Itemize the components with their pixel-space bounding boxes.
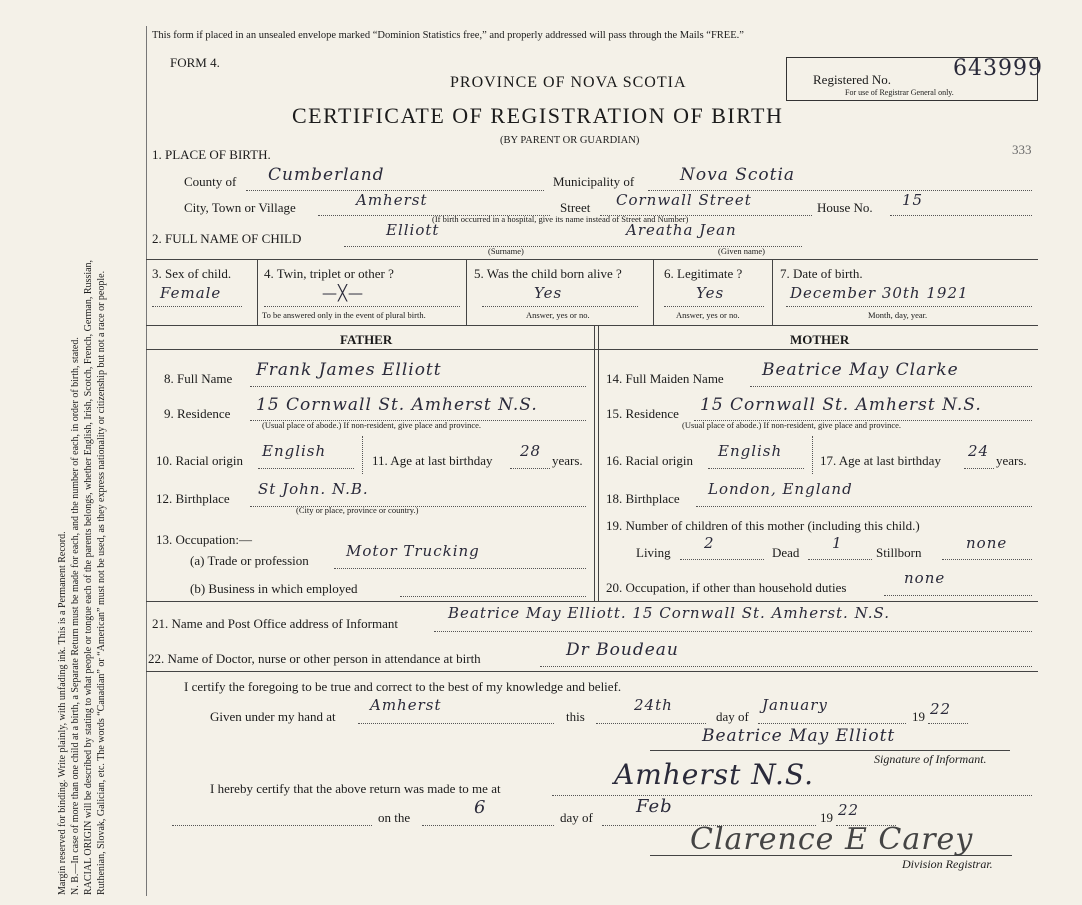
mother-heading: MOTHER [790, 332, 850, 347]
side-note-4: Ruthenian, Slovak, Galician, etc. The words “Canadian” or “American” must not be used, as they express nationality or citizenship but not a race or people. [96, 270, 107, 895]
city-value: Amherst [356, 191, 428, 209]
street-value: Cornwall Street [616, 191, 752, 209]
registrar-place: Amherst N.S. [614, 758, 814, 791]
registered-number-box [786, 56, 1043, 101]
registrar-use-note: For use of Registrar General only. [845, 88, 954, 97]
father-racial-value: English [262, 442, 327, 460]
stillborn-label: Stillborn [876, 545, 922, 560]
mother-racial-value: English [718, 442, 783, 460]
alive-label: 5. Was the child born alive ? [474, 266, 622, 281]
registrar-statement: I hereby certify that the above return was made to me at [210, 781, 501, 796]
alive-note: Answer, yes or no. [526, 310, 590, 320]
given-year-prefix: 19 [912, 709, 925, 724]
mother-residence-value: 15 Cornwall St. Amherst N.S. [700, 395, 982, 415]
informant-signature: Beatrice May Elliott [702, 726, 896, 746]
father-age-value: 28 [520, 442, 542, 460]
mother-occupation-label: 20. Occupation, if other than household duties [606, 580, 847, 595]
given-name-note: (Given name) [718, 246, 765, 256]
side-note-1: Margin reserved for binding. Write plainly, with unfading ink. This is a Permanent Record. [57, 531, 68, 895]
dead-value: 1 [832, 534, 843, 552]
doctor-value: Dr Boudeau [566, 640, 679, 660]
registered-number: 643999 [953, 56, 1043, 81]
municipality-label: Municipality of [553, 174, 635, 189]
mother-occupation-value: none [904, 569, 946, 587]
father-heading: FATHER [340, 332, 393, 347]
father-occupation-label: 13. Occupation:— [156, 532, 253, 547]
county-label: County of [184, 174, 237, 189]
mother-residence-note: (Usual place of abode.) If non-resident, give place and province. [682, 420, 902, 430]
street-label: Street [560, 200, 591, 215]
trade-value: Motor Trucking [346, 542, 480, 560]
living-value: 2 [704, 534, 715, 552]
registration-month: Feb [636, 796, 673, 817]
father-birthplace-value: St John. N.B. [258, 480, 369, 498]
informant-value: Beatrice May Elliott. 15 Cornwall St. Amherst. N.S. [448, 604, 891, 622]
twin-label: 4. Twin, triplet or other ? [264, 266, 394, 281]
stillborn-value: none [966, 534, 1008, 552]
side-note-3: RACIAL ORIGIN will be described by stating to what people or tongue each of the parents belongs, whether English, Irish, Scotch, French, German, Russian, [83, 259, 94, 895]
mother-name-label: 14. Full Maiden Name [606, 371, 724, 386]
city-label: City, Town or Village [184, 200, 296, 215]
county-value: Cumberland [268, 165, 385, 185]
given-year: 22 [930, 700, 952, 718]
children-count-label: 19. Number of children of this mother (including this child.) [606, 518, 920, 533]
doctor-label: 22. Name of Doctor, nurse or other person in attendance at birth [148, 651, 481, 666]
mail-note: This form if placed in an unsealed envelope marked “Dominion Statistics free,” and properly addressed will pass through the Mails “FREE.” [152, 30, 744, 41]
registration-day: 6 [474, 797, 487, 818]
birth-date-label: 7. Date of birth. [780, 266, 863, 281]
living-label: Living [636, 545, 671, 560]
house-label: House No. [817, 200, 873, 215]
father-birthplace-note: (City or place, province or country.) [296, 505, 419, 515]
twin-note: To be answered only in the event of plural birth. [262, 310, 426, 320]
business-label: (b) Business in which employed [190, 581, 358, 596]
trade-label: (a) Trade or profession [190, 553, 309, 568]
sex-value: Female [160, 284, 222, 302]
binding-margin-line [146, 26, 147, 896]
child-surname: Elliott [386, 221, 440, 239]
side-note-2: N. B.—In case of more than one child at a birth, a Separate Return must be made for each, and the number of each, in order of birth, stated. [70, 337, 81, 895]
given-dayof-label: day of [716, 709, 749, 724]
mother-age-years: years. [996, 453, 1027, 468]
certify-statement: I certify the foregoing to be true and correct to the best of my knowledge and belief. [184, 679, 622, 694]
mother-name-value: Beatrice May Clarke [762, 360, 959, 380]
mother-age-value: 24 [968, 442, 990, 460]
child-name-label: 2. FULL NAME OF CHILD [152, 231, 302, 246]
twin-value: —╳— [322, 284, 365, 302]
given-day: 24th [634, 696, 673, 714]
registrar-signature: Clarence E Carey [690, 822, 974, 857]
form-number: FORM 4. [170, 55, 220, 70]
given-at-place: Amherst [370, 696, 442, 714]
mother-birthplace-value: London, England [708, 480, 853, 498]
province-heading: PROVINCE OF NOVA SCOTIA [450, 74, 687, 91]
registration-year-prefix: 19 [820, 810, 833, 825]
certificate-subtitle: (BY PARENT OR GUARDIAN) [500, 135, 640, 146]
registration-dayof-label: day of [560, 810, 593, 825]
registration-year: 22 [838, 801, 860, 819]
alive-value: Yes [534, 284, 563, 302]
mother-birthplace-label: 18. Birthplace [606, 491, 680, 506]
house-value: 15 [902, 191, 924, 209]
this-label: this [566, 709, 585, 724]
father-birthplace-label: 12. Birthplace [156, 491, 230, 506]
side-margin-notes [56, 260, 108, 895]
informant-label: 21. Name and Post Office address of Informant [152, 616, 398, 631]
father-age-label: 11. Age at last birthday [372, 453, 493, 468]
mother-residence-label: 15. Residence [606, 406, 679, 421]
legitimate-note: Answer, yes or no. [676, 310, 740, 320]
informant-signature-label: Signature of Informant. [874, 752, 987, 766]
municipality-value: Nova Scotia [680, 165, 796, 185]
mother-age-label: 17. Age at last birthday [820, 453, 941, 468]
hospital-note: (If birth occurred in a hospital, give its name instead of Street and Number) [432, 214, 689, 224]
registered-label: Registered No. [813, 72, 891, 87]
given-month: January [762, 696, 828, 714]
on-the-label: on the [378, 810, 411, 825]
birth-date-value: December 30th 1921 [790, 284, 969, 302]
sex-label: 3. Sex of child. [152, 266, 232, 281]
father-name-label: 8. Full Name [164, 371, 233, 386]
father-age-years: years. [552, 453, 583, 468]
corner-mark: 333 [1012, 142, 1032, 157]
place-of-birth-heading: 1. PLACE OF BIRTH. [152, 147, 271, 162]
certificate-title: CERTIFICATE OF REGISTRATION OF BIRTH [292, 103, 784, 128]
father-residence-label: 9. Residence [164, 406, 231, 421]
registrar-signature-label: Division Registrar. [902, 857, 993, 871]
given-at-label: Given under my hand at [210, 709, 336, 724]
father-racial-label: 10. Racial origin [156, 453, 244, 468]
birth-date-note: Month, day, year. [868, 310, 928, 320]
dead-label: Dead [772, 545, 800, 560]
legitimate-value: Yes [696, 284, 725, 302]
father-residence-value: 15 Cornwall St. Amherst N.S. [256, 395, 538, 415]
child-given-name: Areatha Jean [626, 221, 737, 239]
father-residence-note: (Usual place of abode.) If non-resident, give place and province. [262, 420, 482, 430]
surname-note: (Surname) [488, 246, 524, 256]
father-name-value: Frank James Elliott [256, 360, 442, 380]
mother-racial-label: 16. Racial origin [606, 453, 694, 468]
legitimate-label: 6. Legitimate ? [664, 266, 743, 281]
